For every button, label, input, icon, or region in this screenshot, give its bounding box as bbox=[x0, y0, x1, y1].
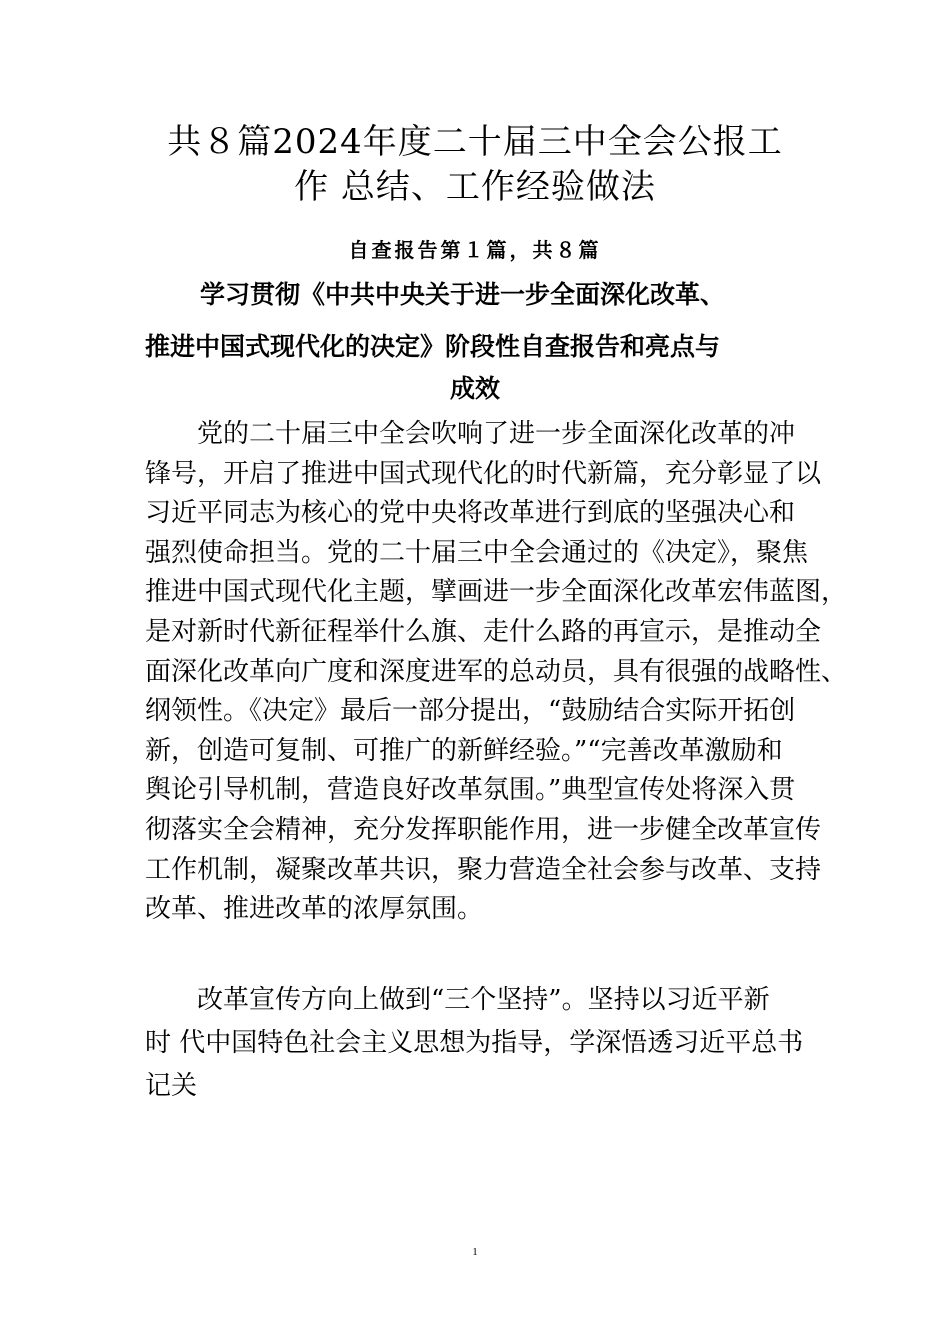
paragraph-line: 新，创造可复制、可推广的新鲜经验。”“完善改革激励和 bbox=[145, 735, 783, 766]
paragraph-line: 习近平同志为核心的党中央将改革进行到底的坚强决心和 bbox=[145, 498, 796, 529]
paragraph-line: 推进中国式现代化主题，擘画进一步全面深化改革宏伟蓝图， bbox=[145, 577, 848, 608]
paragraph-line: 面深化改革向广度和深度进军的总动员，具有很强的战略性、 bbox=[145, 656, 848, 687]
page-number: 1 bbox=[472, 1246, 478, 1258]
paragraph-line: 工作机制，凝聚改革共识，聚力营造全社会参与改革、支持 bbox=[145, 854, 822, 885]
body-paragraph-1 bbox=[145, 415, 848, 930]
section-heading-line-3: 成效 bbox=[449, 374, 500, 403]
paragraph-line: 舆论引导机制，营造良好改革氛围。”典型宣传处将深入贯 bbox=[145, 775, 796, 806]
document-subtitle: 自查报告第１篇，共８篇 bbox=[348, 238, 602, 262]
section-heading-line-1: 学习贯彻《中共中央关于进一步全面深化改革、 bbox=[200, 280, 726, 309]
paragraph-line: 记关 bbox=[145, 1071, 198, 1101]
paragraph-line: 强烈使命担当。党的二十届三中全会通过的《决定》，聚焦 bbox=[145, 537, 809, 568]
paragraph-line: 是对新时代新征程举什么旗、走什么路的再宣示，是推动全 bbox=[145, 616, 822, 647]
paragraph-line: 锋号，开启了推进中国式现代化的时代新篇，充分彰显了以 bbox=[145, 458, 822, 489]
section-heading-line-2: 推进中国式现代化的决定》阶段性自查报告和亮点与 bbox=[145, 332, 721, 361]
paragraph-line: 改革宣传方向上做到“三个坚持”。坚持以习近平新 bbox=[145, 985, 770, 1015]
paragraph-line: 纲领性。《决定》最后一部分提出，“鼓励结合实际开拓创 bbox=[145, 696, 796, 727]
paragraph-line: 时 代中国特色社会主义思想为指导，学深悟透习近平总书 bbox=[145, 1028, 804, 1058]
paragraph-line: 党的二十届三中全会吹响了进一步全面深化改革的冲 bbox=[145, 419, 796, 449]
paragraph-line: 彻落实全会精神，充分发挥职能作用，进一步健全改革宣传 bbox=[145, 814, 822, 845]
document-title-line-2: 作 总结、工作经验做法 bbox=[294, 167, 656, 207]
document-title-line-1: 共８篇2024年度二十届三中全会公报工 bbox=[167, 122, 783, 162]
paragraph-line: 改革、推进改革的浓厚氛围。 bbox=[145, 894, 484, 925]
body-paragraph-2 bbox=[145, 981, 835, 1110]
